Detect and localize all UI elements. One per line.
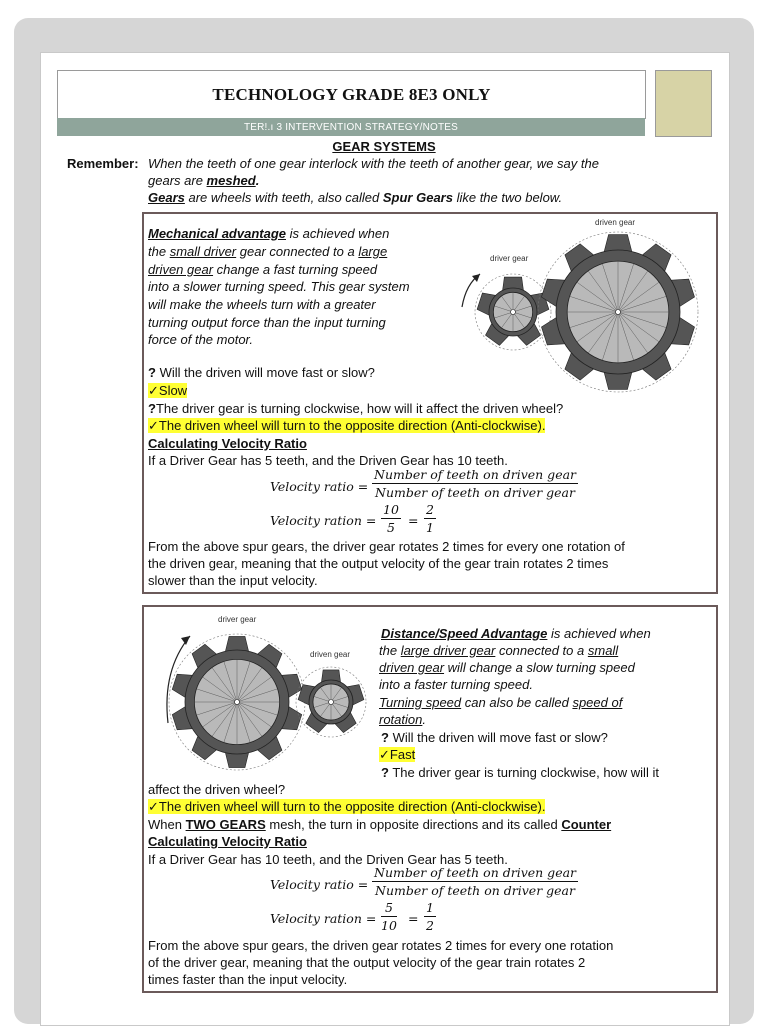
- box2-calc-heading: Calculating Velocity Ratio: [148, 834, 307, 849]
- box2-conclusion-1: From the above spur gears, the driven gear rotates 2 times for every one rotation: [148, 938, 614, 953]
- box1-line-2: the small driver gear connected to a large: [148, 244, 388, 259]
- box1-line-5: will make the wheels turn with a greater: [148, 297, 376, 312]
- box1-answer-2: ✓The driven wheel will turn to the opposite direction (Anti-clockwise).: [148, 418, 546, 433]
- document-title: TECHNOLOGY GRADE 8E3 ONLY: [57, 70, 646, 119]
- gears-term: Gears: [148, 190, 185, 205]
- box1-calc-heading: Calculating Velocity Ratio: [148, 436, 307, 451]
- driven-gear-label: driven gear: [595, 218, 636, 227]
- driven-gear-large: [538, 232, 698, 392]
- section-title: GEAR SYSTEMS: [332, 139, 436, 154]
- box2-conclusion-3: times faster than the input velocity.: [148, 972, 348, 987]
- intro-line-3: Gears are wheels with teeth, also called Spur Gears like the two below.: [148, 190, 563, 205]
- box2-line-5: Turning speed can also be called speed of: [379, 695, 623, 710]
- box1-line-1: Mechanical advantage is achieved when: [148, 226, 390, 241]
- driven-gear-small: [296, 667, 366, 737]
- box1-question-2: ?The driver gear is turning clockwise, how will it affect the driven wheel?: [148, 401, 564, 416]
- box2-line-3: driven gear will change a slow turning speed: [379, 660, 635, 675]
- box2-calc-intro: If a Driver Gear has 10 teeth, and the Driven Gear has 5 teeth.: [148, 852, 508, 867]
- box2-fraction-2: $\frac{1}{2}$: [424, 900, 436, 933]
- driver-gear-small: [475, 274, 551, 350]
- gear-figure-1: [450, 212, 712, 402]
- box1-calc-intro: If a Driver Gear has 5 teeth, and the Driven Gear has 10 teeth.: [148, 453, 508, 468]
- box1-line-6: turning output force than the input turning: [148, 315, 386, 330]
- box2-fraction-1: $\frac{5}{10}$: [381, 900, 397, 933]
- box2-line-4: into a faster turning speed.: [379, 677, 533, 692]
- box2-line-2: the large driver gear connected to a small: [379, 643, 619, 658]
- question-mark-icon: ?: [148, 401, 156, 416]
- intro-line-2: gears are meshed.: [148, 173, 260, 188]
- question-mark-icon: ?: [381, 765, 389, 780]
- gear-figure-2: [148, 608, 373, 783]
- mechanical-advantage-heading: Mechanical advantage: [148, 226, 286, 241]
- box1-conclusion-1: From the above spur gears, the driver gear rotates 2 times for every one rotation of: [148, 539, 625, 554]
- box2-equals: =: [408, 911, 419, 926]
- box2-vr-label: Velocity ratio =: [270, 877, 369, 892]
- spur-gears-term: Spur Gears: [382, 190, 453, 205]
- box2-conclusion-2: of the driver gear, meaning that the output velocity of the gear train rotates 2: [148, 955, 586, 970]
- box1-equals: =: [408, 513, 419, 528]
- question-mark-icon: ?: [381, 730, 389, 745]
- box2-line-6: rotation.: [379, 712, 426, 727]
- box2-vr-fraction: Number of teeth on driven gear Number of teeth on driver gear: [374, 865, 577, 898]
- box2-question-2-cont: affect the driven wheel?: [148, 782, 286, 797]
- box1-line-3: driven gear change a fast turning speed: [148, 262, 378, 277]
- decorative-square: [655, 70, 712, 137]
- box1-answer-1: ✓Slow: [148, 383, 188, 398]
- driven-gear-label: driven gear: [310, 650, 351, 659]
- driver-gear-label: driver gear: [490, 254, 529, 263]
- intro-line-1: When the teeth of one gear interlock with the teeth of another gear, we say the: [148, 156, 599, 171]
- box2-line-1: Distance/Speed Advantage is achieved when: [381, 626, 651, 641]
- box1-vr-fraction: Number of teeth on driven gear Number of teeth on driver gear: [374, 467, 577, 500]
- arrow-head-icon: [181, 636, 190, 645]
- box1-question-1: ? Will the driven will move fast or slow?: [148, 365, 375, 380]
- box2-question-2: ? The driver gear is turning clockwise, how will it: [381, 765, 659, 780]
- distance-speed-heading: Distance/Speed Advantage: [381, 626, 548, 641]
- box1-line-7: force of the motor.: [148, 332, 254, 347]
- box2-question-1: ? Will the driven will move fast or slow?: [381, 730, 608, 745]
- question-mark-icon: ?: [148, 365, 156, 380]
- meshed-term: meshed: [206, 173, 256, 188]
- box1-vr-label: Velocity ratio =: [270, 479, 369, 494]
- box1-line-4: into a slower turning speed. This gear system: [148, 279, 410, 294]
- box2-vration-label: Velocity ration =: [270, 911, 377, 926]
- box2-answer-2: ✓The driven wheel will turn to the opposite direction (Anti-clockwise).: [148, 799, 546, 814]
- remember-label: Remember:: [67, 156, 139, 171]
- box1-vration-label: Velocity ration =: [270, 513, 377, 528]
- driver-gear-label: driver gear: [218, 615, 257, 624]
- box2-mesh-line: When TWO GEARS mesh, the turn in opposite directions and its called Counter: [148, 817, 612, 832]
- box1-fraction-1: $\frac{10}{5}$: [383, 502, 399, 535]
- box2-answer-1: ✓Fast: [379, 747, 416, 762]
- subtitle-bar: TER!.ı 3 INTERVENTION STRATEGY/NOTES: [57, 118, 645, 136]
- box1-conclusion-3: slower than the input velocity.: [148, 573, 318, 588]
- driver-gear-large: [169, 634, 305, 770]
- box1-fraction-2: $\frac{2}{1}$: [424, 502, 436, 535]
- box1-conclusion-2: the driven gear, meaning that the output velocity of the gear train rotates 2 times: [148, 556, 609, 571]
